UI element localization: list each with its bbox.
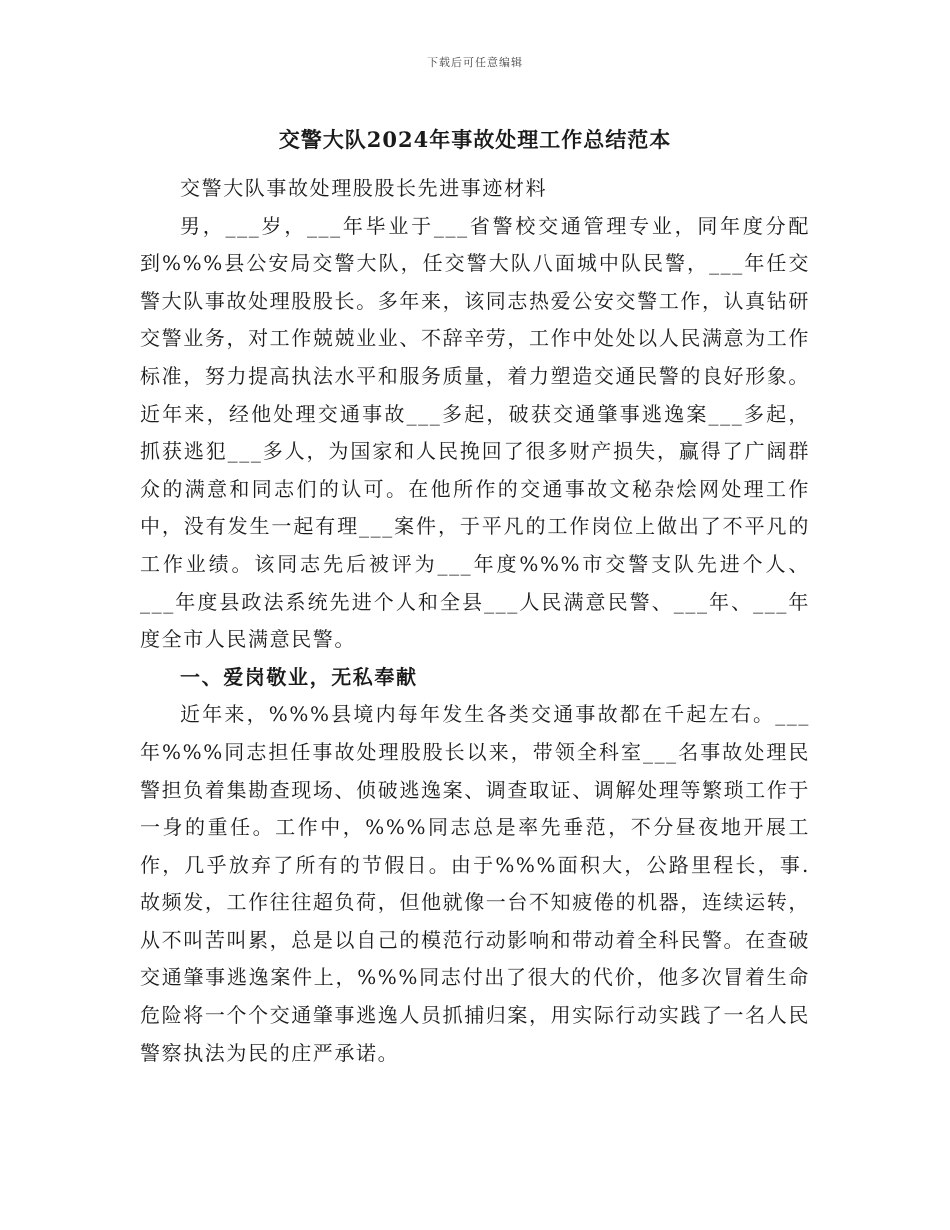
section-heading-1: 一、爱岗敬业，无私奉献	[180, 664, 418, 689]
paragraph-intro: 男，___岁，___年毕业于___省警校交通管理专业，同年度分配到%%%县公安局交警大队，任交警大队八面城中队民警，___年任交警大队事故处理股股长。多年来，该同志热爱公安交警工作，认真钻研交警业务，对工作兢兢业业、不辞辛劳，工作中处处以人民满意为工作标准，努力提高执法水平和服务质量，着力塑造交通民警的良好形象。近年来，经他处理交通事故___多起，破获交通肇事逃逸案___多起，抓获逃犯___多人，为国家和人民挽回了很多财产损失，赢得了广阔群众的满意和同志们的认可。在他所作的交通事故文秘杂烩网处理工作中，没有发生一起有理___案件，于平凡的工作岗位上做出了不平凡的工作业绩。该同志先后被评为___年度%%%市交警支队先进个人、___年度县政法系统先进个人和全县___人民满意民警、___年、___年度全市人民满意民警。	[140, 213, 810, 652]
paragraph-section-1: 近年来，%%%县境内每年发生各类交通事故都在千起左右。___年%%%同志担任事故处理股股长以来，带领全科室___名事故处理民警担负着集勘查现场、侦破逃逸案、调查取证、调解处理等繁琐工作于一身的重任。工作中，%%%同志总是率先垂范，不分昼夜地开展工作，几乎放弃了所有的节假日。由于%%%面积大，公路里程长，事.故频发，工作往往超负荷，但他就像一台不知疲倦的机器，连续运转，从不叫苦叫累，总是以自己的模范行动影响和带动着全科民警。在查破交通肇事逃逸案件上，%%%同志付出了很大的代价，他多次冒着生命危险将一个个交通肇事逃逸人员抓捕归案，用实际行动实践了一名人民警察执法为民的庄严承诺。	[140, 702, 810, 1065]
paragraph-subtitle: 交警大队事故处理股股长先进事迹材料	[180, 176, 548, 200]
document-title: 交警大队2024年事故处理工作总结范本	[278, 127, 672, 152]
header-note: 下载后可任意编辑	[427, 56, 523, 69]
document-body	[140, 170, 810, 1072]
